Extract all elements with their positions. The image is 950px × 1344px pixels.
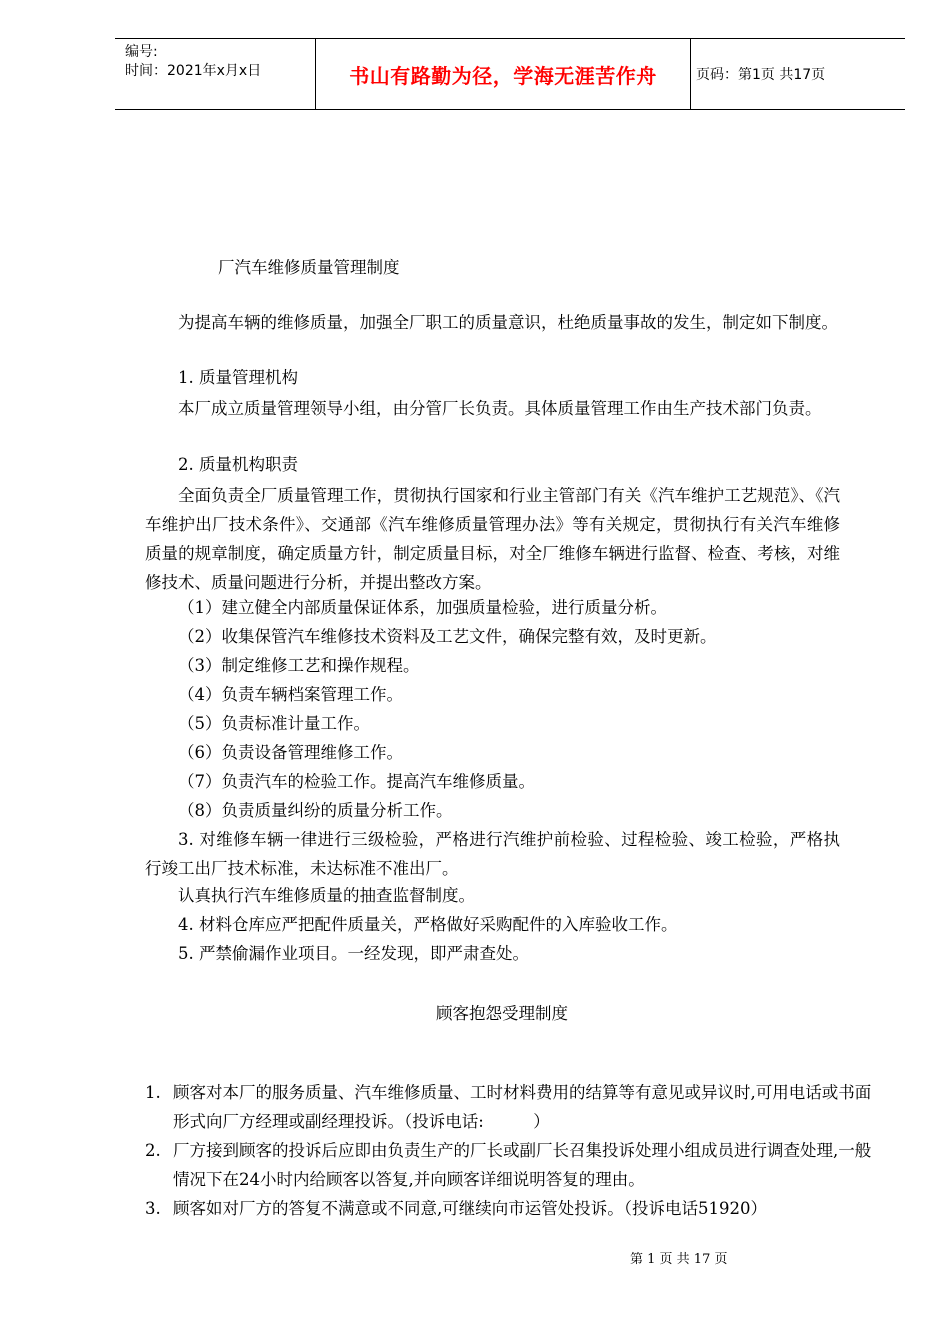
section1-paragraph-3: 3. 对维修车辆一律进行三级检验，严格进行汽维护前检验、过程检验、竣工检验，严格执行竣工出厂技术标准，未达标准不准出厂。	[145, 830, 840, 878]
section1-heading-2: 2. 质量机构职责	[178, 455, 298, 474]
duty-item: （3）制定维修工艺和操作规程。	[178, 656, 420, 675]
section2-title: 顾客抱怨受理制度	[436, 1004, 568, 1023]
header-page-info: 页码：第1页 共17页	[696, 67, 826, 83]
list-item	[145, 1136, 880, 1194]
section1-paragraph-4: 认真执行汽车维修质量的抽查监督制度。	[178, 886, 475, 905]
document-time-label: 时间：2021年x月x日	[125, 63, 262, 79]
list-item-text: 顾客对本厂的服务质量、汽车维修质量、工时材料费用的结算等有意见或异议时,可用电话或书面形式向厂方经理或副经理投诉。（投诉电话: ）	[173, 1083, 872, 1131]
header-slogan: 书山有路勤为径，学海无涯苦作舟	[349, 63, 657, 88]
duty-item: （4）负责车辆档案管理工作。	[178, 685, 403, 704]
list-item-number: 1.	[145, 1083, 161, 1102]
section1-intro: 为提高车辆的维修质量，加强全厂职工的质量意识，杜绝质量事故的发生，制定如下制度。	[178, 313, 838, 332]
section1-paragraph-2: 全面负责全厂质量管理工作，贯彻执行国家和行业主管部门有关《汽车维护工艺规范》、《汽车维护出厂技术条件》、交通部《汽车维修质量管理办法》等有关规定，贯彻执行有关汽车维修质量的规章制度，确定质量方针，制定质量目标，对全厂维修车辆进行监督、检查、考核，对维修技术、质量问题进行分析，并提出整改方案。	[145, 486, 840, 592]
list-item	[145, 1194, 880, 1223]
section1-title: 厂汽车维修质量管理制度	[218, 258, 400, 277]
header-slogan-cell	[315, 39, 691, 109]
document-header	[115, 38, 905, 110]
section1-paragraph-1: 本厂成立质量管理领导小组，由分管厂长负责。具体质量管理工作由生产技术部门负责。	[178, 399, 822, 418]
duty-item: （1）建立健全内部质量保证体系，加强质量检验，进行质量分析。	[178, 598, 667, 617]
section1-paragraph-5: 4. 材料仓库应严把配件质量关，严格做好采购配件的入库验收工作。	[178, 915, 678, 934]
duty-item: （6）负责设备管理维修工作。	[178, 743, 403, 762]
duty-item: （2）收集保管汽车维修技术资料及工艺文件，确保完整有效，及时更新。	[178, 627, 717, 646]
duty-item: （5）负责标准计量工作。	[178, 714, 370, 733]
list-item-number: 2.	[145, 1141, 161, 1160]
duty-item: （7）负责汽车的检验工作。提高汽车维修质量。	[178, 772, 535, 791]
section1-paragraph-6: 5. 严禁偷漏作业项目。一经发现，即严肃查处。	[178, 944, 529, 963]
page-footer: 第 1 页 共 17 页	[630, 1252, 728, 1267]
list-item-text: 厂方接到顾客的投诉后应即由负责生产的厂长或副厂长召集投诉处理小组成员进行调查处理,一般情况下在24小时内给顾客以答复,并向顾客详细说明答复的理由。	[173, 1141, 872, 1189]
list-item-text: 顾客如对厂方的答复不满意或不同意,可继续向市运管处投诉。（投诉电话51920）	[173, 1199, 767, 1218]
complaint-list	[145, 1078, 880, 1223]
section1-heading-1: 1. 质量管理机构	[178, 368, 298, 387]
header-page-cell	[690, 39, 905, 109]
list-item	[145, 1078, 880, 1136]
document-number-label: 编号:	[125, 44, 158, 60]
header-meta-cell	[115, 39, 315, 109]
list-item-number: 3.	[145, 1199, 161, 1218]
duty-item: （8）负责质量纠纷的质量分析工作。	[178, 801, 453, 820]
